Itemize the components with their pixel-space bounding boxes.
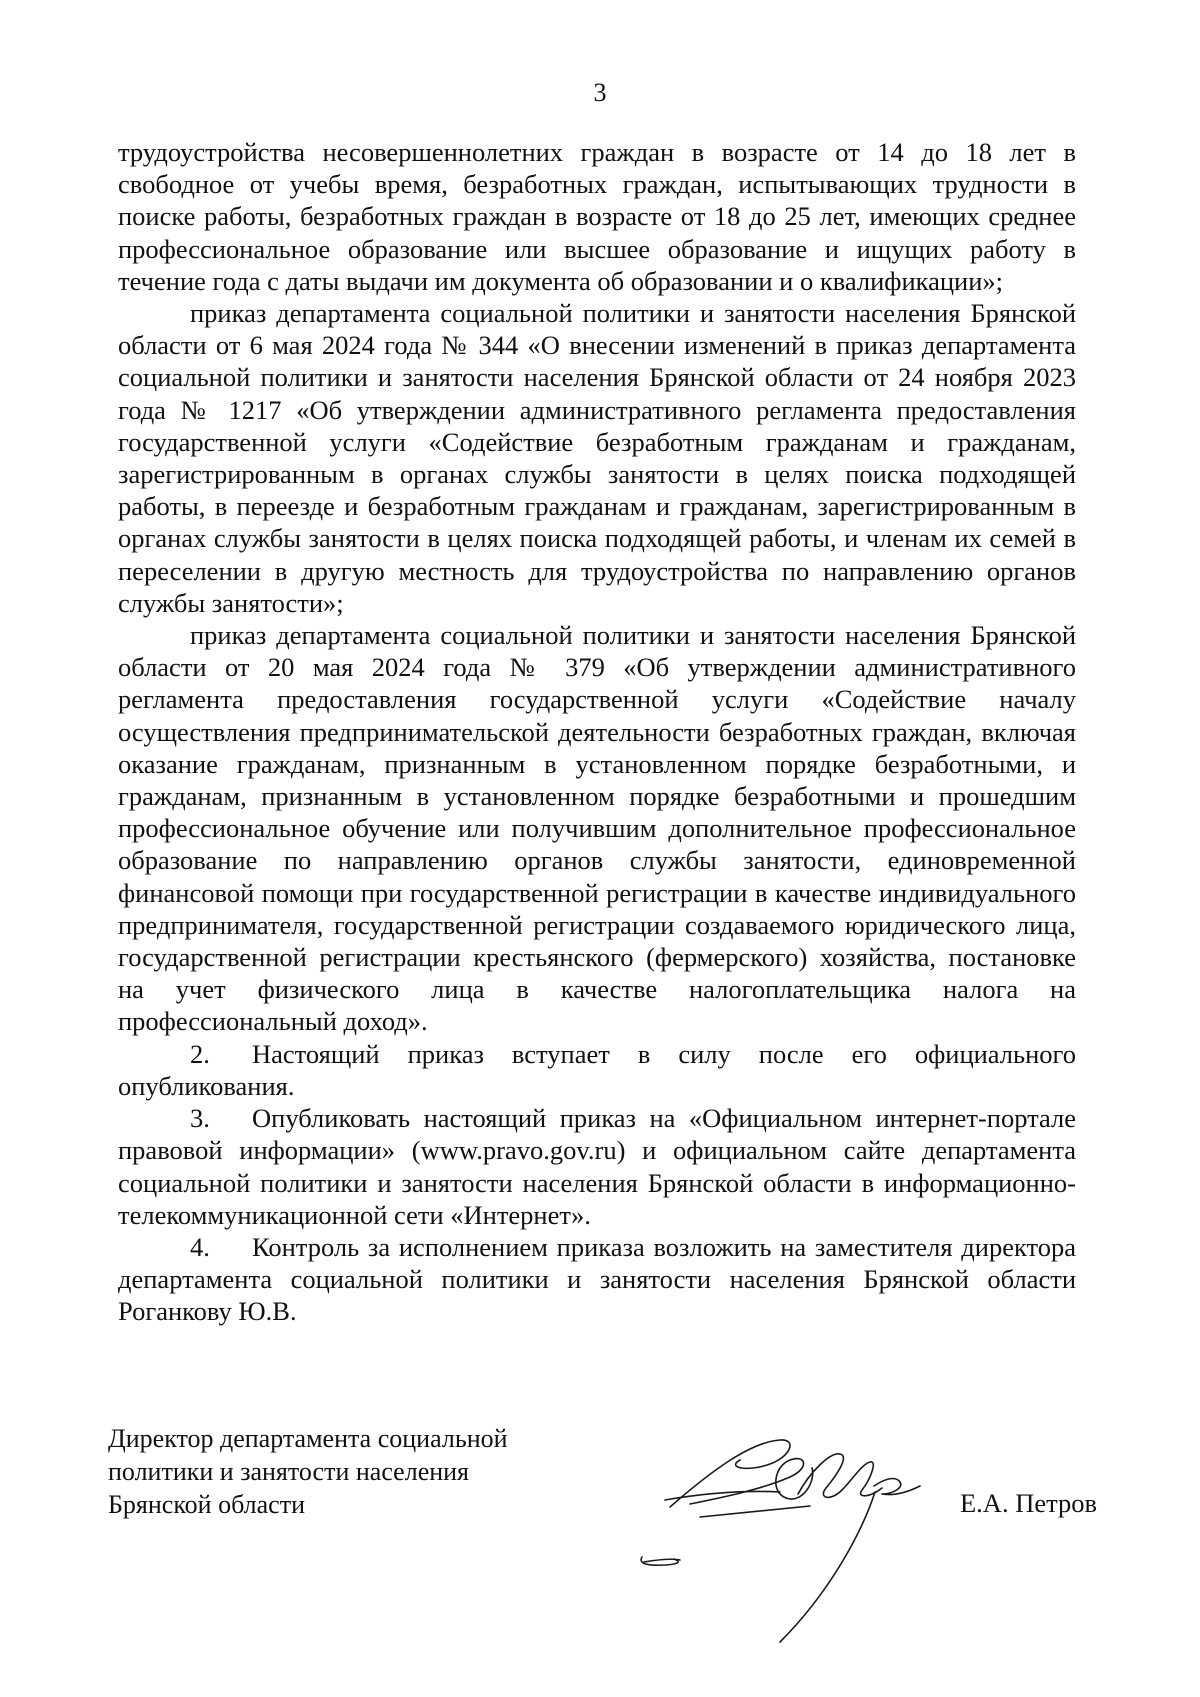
item-number: 4. (190, 1231, 210, 1262)
item-text: Настоящий приказ вступает в силу после его официального опубликования. (118, 1038, 1076, 1101)
item-text: Контроль за исполнением приказа возложить на заместителя директора департамента социальной политики и занятости населения Брянской области Роганкову Ю.В. (118, 1231, 1076, 1327)
paragraph-order-344: приказ департамента социальной политики и занятости населения Брянской области от 6 мая 2024 года № 344 «О внесении изменений в приказ департамента социальной политики и занятости населения Брянской области от 24 ноября 2023 года № 1217 «Об утверждении административного регламента предоставления государственной услуги «Содействие безработным гражданам и гражданам, зарегистрированным в органах службы занятости в целях поиска подходящей работы, в переезде и безработным гражданам и гражданам, зарегистрированным в органах службы занятости в целях поиска подходящей работы, и членам их семей в переселении в другую местность для трудоустройства по направлению органов службы занятости»; (118, 298, 1076, 618)
paragraph-order-379: приказ департамента социальной политики и занятости населения Брянской области от 20 мая 2024 года № 379 «Об утверждении административного регламента предоставления государственной услуги «Содействие началу осуществления предпринимательской деятельности безработных граждан, включая оказание гражданам, признанным в установленном порядке безработными, и гражданам, признанным в установленном порядке безработными и прошедшим профессиональное обучение или получившим дополнительное профессиональное образование по направлению органов службы занятости, единовременной финансовой помощи при государственной регистрации в качестве индивидуального предпринимателя, государственной регистрации создаваемого юридического лица, государственной регистрации крестьянского (фермерского) хозяйства, постановке на учет физического лица в качестве налогоплательщика налога на профессиональный доход». (118, 620, 1076, 1037)
handwritten-signature (630, 1402, 930, 1652)
signer-position-line: политики и занятости населения (108, 1457, 470, 1486)
signer-name: Е.А. Петров (960, 1488, 1098, 1518)
item-number: 2. (190, 1038, 210, 1069)
page-number: 3 (593, 78, 607, 107)
paragraph-item-2 (118, 1038, 1076, 1102)
paragraph-item-3 (118, 1102, 1076, 1231)
paragraph-item-4 (118, 1231, 1076, 1328)
paragraph-continuation: трудоустройства несовершеннолетних граждан в возрасте от 14 до 18 лет в свободное от учебы время, безработных граждан, испытывающих трудности в поиске работы, безработных граждан в возрасте от 18 до 25 лет, имеющих среднее профессиональное образование или высшее образование и ищущих работу в течение года с даты выдачи им документа об образовании и о квалификации»; (118, 137, 1076, 296)
item-number: 3. (190, 1103, 210, 1134)
signer-position-line: Директор департамента социальной (108, 1424, 508, 1453)
item-text: Опубликовать настоящий приказ на «Официальном интернет-портале правовой информации» (www.pravo.gov.ru) и официальном сайте департамента социальной политики и занятости населения Брянской области в информационно-телекоммуникационной сети «Интернет». (118, 1103, 1076, 1230)
signer-position (108, 1422, 568, 1521)
document-body (118, 136, 1076, 1328)
signer-position-line: Брянской области (108, 1490, 305, 1519)
